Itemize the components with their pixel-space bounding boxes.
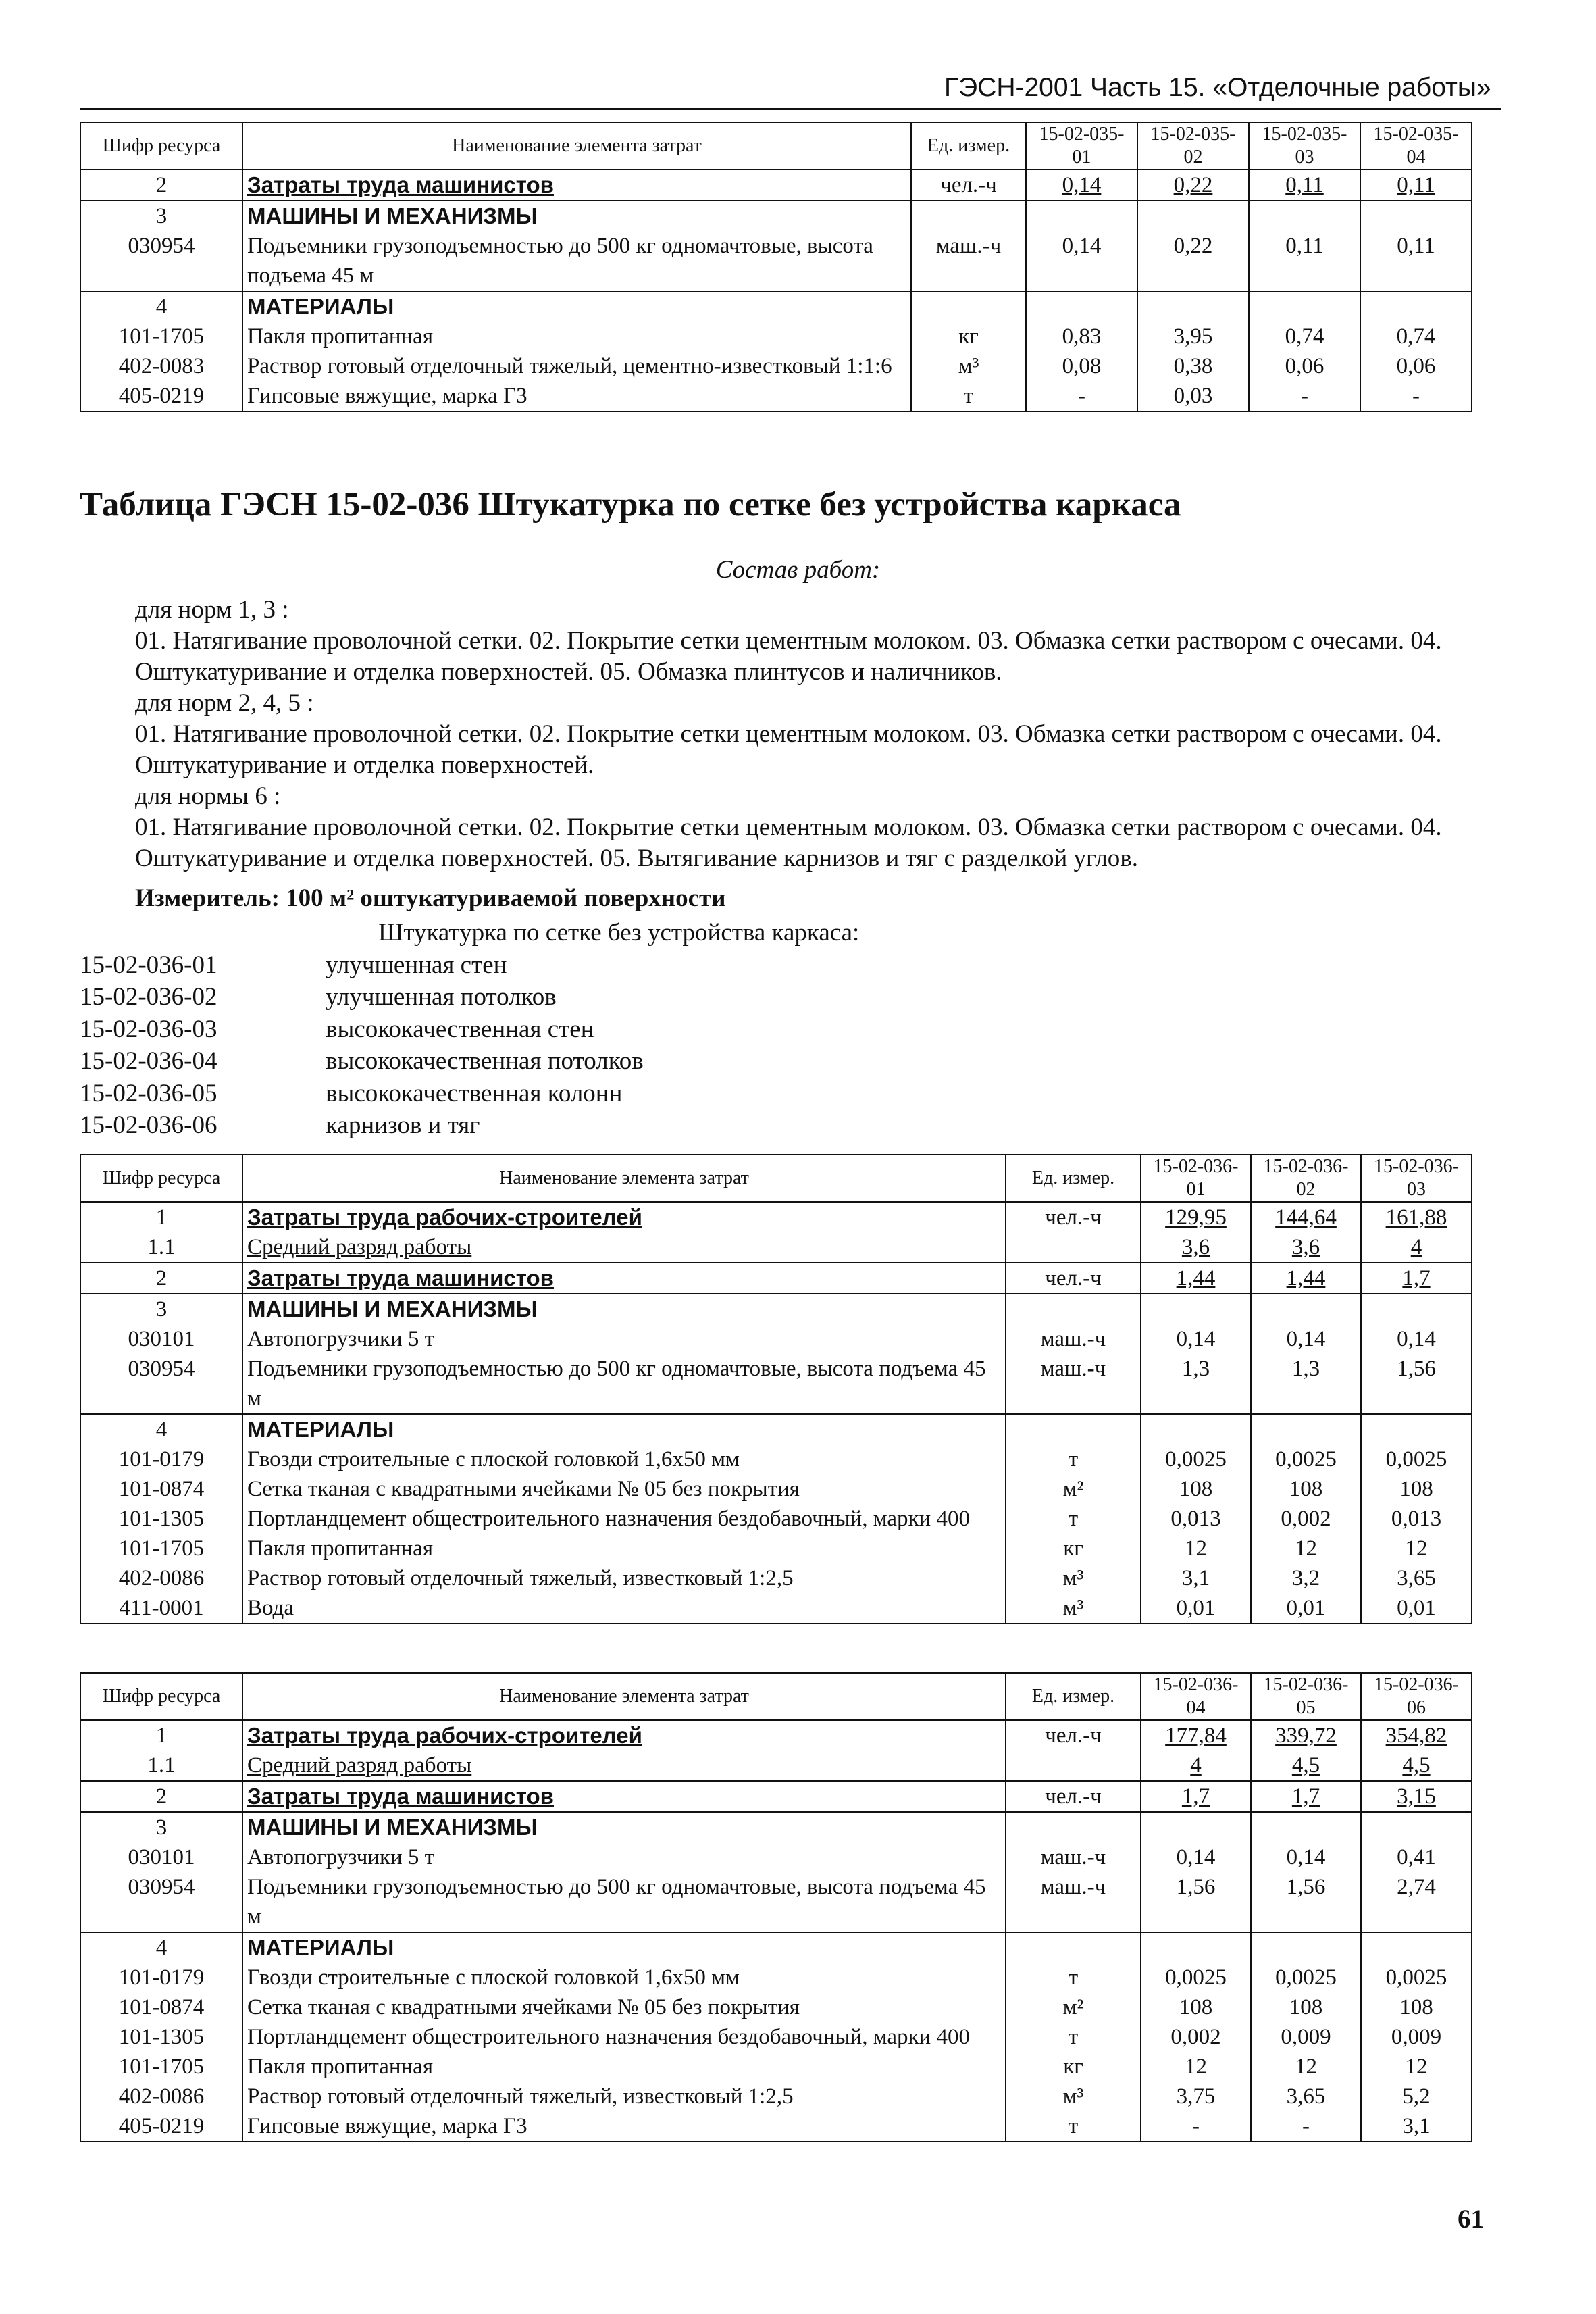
resource-unit: чел.-ч: [911, 170, 1026, 201]
resource-value: 3,65: [1251, 2082, 1361, 2111]
resource-table-036-b: [80, 1672, 1472, 2142]
table-row: [80, 1932, 1472, 1963]
column-header: 15-02-036-06: [1361, 1673, 1472, 1720]
resource-value: -: [1249, 381, 1360, 411]
table-row: [80, 381, 1472, 411]
resource-value: 108: [1251, 1992, 1361, 2022]
resource-unit: м²: [1006, 1992, 1141, 2022]
resource-value: 4: [1141, 1751, 1251, 1781]
resource-value: 1,56: [1251, 1872, 1361, 1932]
table-row: [80, 1812, 1472, 1842]
resource-value: [1137, 291, 1249, 322]
column-header: Ед. измер.: [911, 122, 1026, 170]
resource-value: [1141, 1932, 1251, 1963]
resource-value: 129,95: [1141, 1202, 1251, 1232]
resource-value: 0,0025: [1141, 1963, 1251, 1992]
resource-name: Затраты труда рабочих-строителей: [242, 1720, 1006, 1751]
resource-value: [1361, 1414, 1472, 1444]
resource-unit: [1006, 1294, 1141, 1324]
resource-name: Сетка тканая с квадратными ячейками № 05 без покрытия: [242, 1474, 1006, 1504]
resource-value: 0,08: [1026, 351, 1137, 381]
resource-unit: т: [1006, 2022, 1141, 2052]
resource-unit: [1006, 1812, 1141, 1842]
table-row: [80, 1294, 1472, 1324]
column-header: 15-02-035-02: [1137, 122, 1249, 170]
resource-value: 177,84: [1141, 1720, 1251, 1751]
norms-list: [80, 917, 859, 1142]
resource-name: Пакля пропитанная: [242, 1534, 1006, 1563]
table-row: [80, 1992, 1472, 2022]
table-row: [80, 170, 1472, 201]
resource-unit: маш.-ч: [1006, 1842, 1141, 1872]
resource-unit: т: [1006, 1504, 1141, 1534]
resource-name: МАТЕРИАЛЫ: [242, 1932, 1006, 1963]
resource-value: 3,75: [1141, 2082, 1251, 2111]
resource-code: 030954: [80, 1872, 242, 1932]
resource-value: 0,22: [1137, 170, 1249, 201]
resource-value: 1,56: [1361, 1354, 1472, 1414]
table-row: [80, 1781, 1472, 1812]
resource-code: 3: [80, 1812, 242, 1842]
norm-name: высококачественная потолков: [326, 1047, 644, 1075]
resource-unit: кг: [1006, 2052, 1141, 2082]
resource-unit: т: [1006, 2111, 1141, 2142]
resource-value: -: [1360, 381, 1472, 411]
resource-code: 402-0086: [80, 2082, 242, 2111]
table-header-row: [80, 1155, 1472, 1202]
column-header: 15-02-036-02: [1251, 1155, 1361, 1202]
resource-unit: маш.-ч: [1006, 1354, 1141, 1414]
resource-value: 12: [1141, 2052, 1251, 2082]
table-row: [80, 1963, 1472, 1992]
resource-value: 3,95: [1137, 322, 1249, 351]
resource-value: 108: [1361, 1474, 1472, 1504]
resource-table-035: [80, 122, 1472, 412]
resource-value: 0,14: [1251, 1842, 1361, 1872]
column-header: Наименование элемента затрат: [242, 1673, 1006, 1720]
resource-name: Гипсовые вяжущие, марка Г3: [242, 2111, 1006, 2142]
table-row: [80, 1354, 1472, 1414]
resource-code: 4: [80, 291, 242, 322]
norm-name: улучшенная стен: [326, 951, 507, 979]
resource-unit: маш.-ч: [911, 231, 1026, 291]
resource-value: 144,64: [1251, 1202, 1361, 1232]
resource-code: 1.1: [80, 1751, 242, 1781]
resource-value: [1249, 291, 1360, 322]
resource-value: 1,44: [1141, 1263, 1251, 1294]
table-row: [80, 2052, 1472, 2082]
resource-code: 402-0086: [80, 1563, 242, 1593]
resource-code: 2: [80, 1781, 242, 1812]
resource-value: [1361, 1812, 1472, 1842]
resource-value: [1251, 1932, 1361, 1963]
norm-item: [80, 981, 859, 1013]
resource-value: 0,14: [1026, 231, 1137, 291]
table-row: [80, 1263, 1472, 1294]
column-header: 15-02-036-05: [1251, 1673, 1361, 1720]
resource-name: Портландцемент общестроительного назначения бездобавочный, марки 400: [242, 2022, 1006, 2052]
resource-value: [1249, 201, 1360, 231]
resource-value: 0,0025: [1361, 1963, 1472, 1992]
resource-value: 0,01: [1251, 1593, 1361, 1624]
resource-unit: кг: [911, 322, 1026, 351]
norm-item: [80, 1109, 859, 1142]
resource-code: 1.1: [80, 1232, 242, 1263]
resource-value: 12: [1141, 1534, 1251, 1563]
resource-value: [1360, 291, 1472, 322]
resource-name: Пакля пропитанная: [242, 322, 911, 351]
resource-value: 1,7: [1251, 1781, 1361, 1812]
resource-value: 0,009: [1251, 2022, 1361, 2052]
resource-name: Средний разряд работы: [242, 1232, 1006, 1263]
resource-code: 1: [80, 1202, 242, 1232]
resource-name: Автопогрузчики 5 т: [242, 1324, 1006, 1354]
resource-value: 0,22: [1137, 231, 1249, 291]
resource-name: Гвозди строительные с плоской головкой 1,6x50 мм: [242, 1963, 1006, 1992]
table-row: [80, 1751, 1472, 1781]
resource-name: Подъемники грузоподъемностью до 500 кг одномачтовые, высота подъема 45 м: [242, 1354, 1006, 1414]
resource-code: 101-1705: [80, 322, 242, 351]
table-row: [80, 1563, 1472, 1593]
resource-value: 0,11: [1249, 231, 1360, 291]
table-header-row: [80, 122, 1472, 170]
resource-value: 4,5: [1251, 1751, 1361, 1781]
composition-text: 01. Натягивание проволочной сетки. 02. Покрытие сетки цементным молоком. 03. Обмазка сетки раствором с очесами. 04. Оштукатуривание и отделка поверхностей. 05. Обмазка плинтусов и наличников.: [135, 627, 1442, 686]
column-header: Шифр ресурса: [80, 122, 242, 170]
composition-label: для нормы 6 :: [135, 782, 281, 810]
resource-code: 2: [80, 1263, 242, 1294]
resource-value: -: [1251, 2111, 1361, 2142]
norm-name: карнизов и тяг: [326, 1111, 480, 1139]
resource-name: Автопогрузчики 5 т: [242, 1842, 1006, 1872]
resource-code: 3: [80, 1294, 242, 1324]
resource-name: Пакля пропитанная: [242, 2052, 1006, 2082]
norm-item: [80, 949, 859, 982]
column-header: 15-02-035-04: [1360, 122, 1472, 170]
resource-value: -: [1026, 381, 1137, 411]
resource-value: 3,1: [1361, 2111, 1472, 2142]
resource-value: 0,002: [1251, 1504, 1361, 1534]
resource-code: 101-1705: [80, 1534, 242, 1563]
resource-value: 0,013: [1361, 1504, 1472, 1534]
resource-name: МАТЕРИАЛЫ: [242, 291, 911, 322]
resource-unit: [1006, 1932, 1141, 1963]
table-row: [80, 1842, 1472, 1872]
resource-value: 1,56: [1141, 1872, 1251, 1932]
column-header: 15-02-036-03: [1361, 1155, 1472, 1202]
table-row: [80, 1534, 1472, 1563]
resource-value: 0,03: [1137, 381, 1249, 411]
resource-value: 0,009: [1361, 2022, 1472, 2052]
resource-code: 030954: [80, 231, 242, 291]
table-row: [80, 322, 1472, 351]
resource-value: 0,0025: [1361, 1444, 1472, 1474]
table-row: [80, 2111, 1472, 2142]
table-row: [80, 1593, 1472, 1624]
resource-name: Затраты труда машинистов: [242, 170, 911, 201]
running-header: ГЭСН-2001 Часть 15. «Отделочные работы»: [944, 73, 1491, 102]
resource-value: 0,14: [1251, 1324, 1361, 1354]
resource-unit: т: [1006, 1444, 1141, 1474]
resource-name: Гвозди строительные с плоской головкой 1,6x50 мм: [242, 1444, 1006, 1474]
resource-unit: м³: [1006, 2082, 1141, 2111]
norms-heading: Штукатурка по сетке без устройства каркаса:: [378, 919, 860, 947]
table-row: [80, 1232, 1472, 1263]
resource-value: 0,14: [1141, 1842, 1251, 1872]
resource-value: 0,74: [1249, 322, 1360, 351]
composition-label: для норм 1, 3 :: [135, 596, 289, 624]
resource-code: 4: [80, 1932, 242, 1963]
norm-item: [80, 1078, 859, 1110]
resource-value: [1251, 1812, 1361, 1842]
resource-table-036-a: [80, 1154, 1472, 1624]
resource-unit: [911, 291, 1026, 322]
norm-code: 15-02-036-06: [80, 1111, 217, 1139]
resource-code: 2: [80, 170, 242, 201]
resource-value: 1,7: [1141, 1781, 1251, 1812]
resource-value: [1141, 1414, 1251, 1444]
norm-code: 15-02-036-01: [80, 951, 217, 979]
resource-unit: чел.-ч: [1006, 1263, 1141, 1294]
resource-value: 108: [1141, 1992, 1251, 2022]
resource-name: Сетка тканая с квадратными ячейками № 05 без покрытия: [242, 1992, 1006, 2022]
resource-name: МАШИНЫ И МЕХАНИЗМЫ: [242, 201, 911, 231]
resource-value: -: [1141, 2111, 1251, 2142]
composition-heading: Состав работ:: [715, 556, 881, 584]
resource-value: [1026, 201, 1137, 231]
norm-name: высококачественная колонн: [326, 1079, 623, 1107]
resource-code: 405-0219: [80, 381, 242, 411]
resource-value: [1137, 201, 1249, 231]
resource-value: [1361, 1294, 1472, 1324]
resource-value: 0,0025: [1251, 1444, 1361, 1474]
resource-value: 1,3: [1141, 1354, 1251, 1414]
resource-unit: т: [1006, 1963, 1141, 1992]
resource-code: 101-1305: [80, 1504, 242, 1534]
resource-value: 3,2: [1251, 1563, 1361, 1593]
resource-value: 5,2: [1361, 2082, 1472, 2111]
table-row: [80, 1474, 1472, 1504]
page-number: 61: [1458, 2205, 1484, 2234]
column-header: Шифр ресурса: [80, 1673, 242, 1720]
resource-code: 405-0219: [80, 2111, 242, 2142]
column-header: 15-02-036-01: [1141, 1155, 1251, 1202]
composition-block: [80, 595, 1501, 874]
resource-code: 101-1305: [80, 2022, 242, 2052]
resource-value: 0,14: [1141, 1324, 1251, 1354]
resource-name: Вода: [242, 1593, 1006, 1624]
resource-code: 101-0874: [80, 1474, 242, 1504]
resource-value: 3,15: [1361, 1781, 1472, 1812]
resource-code: 3: [80, 201, 242, 231]
resource-name: МАТЕРИАЛЫ: [242, 1414, 1006, 1444]
table-header-row: [80, 1673, 1472, 1720]
resource-value: [1141, 1812, 1251, 1842]
resource-value: 108: [1141, 1474, 1251, 1504]
resource-unit: м²: [1006, 1474, 1141, 1504]
resource-value: 161,88: [1361, 1202, 1472, 1232]
table-row: [80, 1504, 1472, 1534]
column-header: 15-02-036-04: [1141, 1673, 1251, 1720]
resource-unit: маш.-ч: [1006, 1872, 1141, 1932]
resource-value: 0,11: [1360, 170, 1472, 201]
resource-name: Портландцемент общестроительного назначения бездобавочный, марки 400: [242, 1504, 1006, 1534]
table-row: [80, 2082, 1472, 2111]
composition-label: для норм 2, 4, 5 :: [135, 689, 314, 717]
resource-code: 030101: [80, 1842, 242, 1872]
resource-value: 0,013: [1141, 1504, 1251, 1534]
resource-value: 1,3: [1251, 1354, 1361, 1414]
resource-name: Раствор готовый отделочный тяжелый, цементно-известковый 1:1:6: [242, 351, 911, 381]
norm-code: 15-02-036-05: [80, 1079, 217, 1107]
resource-value: 3,6: [1251, 1232, 1361, 1263]
resource-unit: м³: [911, 351, 1026, 381]
resource-value: 1,7: [1361, 1263, 1472, 1294]
resource-value: 0,38: [1137, 351, 1249, 381]
header-rule: [80, 108, 1501, 110]
table-row: [80, 1202, 1472, 1232]
resource-value: 3,6: [1141, 1232, 1251, 1263]
table-row: [80, 1324, 1472, 1354]
resource-value: 0,74: [1360, 322, 1472, 351]
column-header: 15-02-035-03: [1249, 122, 1360, 170]
resource-code: 101-0179: [80, 1963, 242, 1992]
table-row: [80, 291, 1472, 322]
resource-value: [1360, 201, 1472, 231]
resource-unit: кг: [1006, 1534, 1141, 1563]
resource-name: Раствор готовый отделочный тяжелый, известковый 1:2,5: [242, 2082, 1006, 2111]
table-row: [80, 1872, 1472, 1932]
resource-value: 0,0025: [1251, 1963, 1361, 1992]
resource-unit: чел.-ч: [1006, 1720, 1141, 1751]
resource-value: 12: [1251, 1534, 1361, 1563]
resource-value: 108: [1361, 1992, 1472, 2022]
resource-value: 0,83: [1026, 322, 1137, 351]
resource-value: 0,11: [1249, 170, 1360, 201]
resource-value: 0,14: [1026, 170, 1137, 201]
norm-item: [80, 1045, 859, 1078]
resource-value: 12: [1251, 2052, 1361, 2082]
resource-value: 3,1: [1141, 1563, 1251, 1593]
norm-name: улучшенная потолков: [326, 983, 557, 1011]
resource-name: Затраты труда машинистов: [242, 1263, 1006, 1294]
resource-value: [1026, 291, 1137, 322]
column-header: Наименование элемента затрат: [242, 1155, 1006, 1202]
resource-value: 2,74: [1361, 1872, 1472, 1932]
resource-unit: м³: [1006, 1563, 1141, 1593]
resource-value: [1361, 1932, 1472, 1963]
table-row: [80, 1444, 1472, 1474]
resource-code: 101-1705: [80, 2052, 242, 2082]
resource-name: МАШИНЫ И МЕХАНИЗМЫ: [242, 1294, 1006, 1324]
resource-unit: [1006, 1232, 1141, 1263]
resource-value: 0,14: [1361, 1324, 1472, 1354]
resource-name: Раствор готовый отделочный тяжелый, известковый 1:2,5: [242, 1563, 1006, 1593]
resource-name: Гипсовые вяжущие, марка Г3: [242, 381, 911, 411]
resource-value: [1251, 1294, 1361, 1324]
resource-name: Подъемники грузоподъемностью до 500 кг одномачтовые, высота подъема 45 м: [242, 1872, 1006, 1932]
resource-value: 108: [1251, 1474, 1361, 1504]
resource-code: 1: [80, 1720, 242, 1751]
resource-code: 411-0001: [80, 1593, 242, 1624]
table-row: [80, 231, 1472, 291]
resource-code: 4: [80, 1414, 242, 1444]
composition-text: 01. Натягивание проволочной сетки. 02. Покрытие сетки цементным молоком. 03. Обмазка сетки раствором с очесами. 04. Оштукатуривание и отделка поверхностей.: [135, 720, 1442, 779]
resource-unit: м³: [1006, 1593, 1141, 1624]
column-header: Ед. измер.: [1006, 1155, 1141, 1202]
resource-unit: [1006, 1751, 1141, 1781]
resource-value: 0,01: [1361, 1593, 1472, 1624]
resource-code: 402-0083: [80, 351, 242, 381]
norm-item: [80, 1013, 859, 1046]
resource-value: 12: [1361, 1534, 1472, 1563]
table-row: [80, 1414, 1472, 1444]
resource-value: 0,41: [1361, 1842, 1472, 1872]
resource-name: Подъемники грузоподъемностью до 500 кг одномачтовые, высота подъема 45 м: [242, 231, 911, 291]
table-row: [80, 1720, 1472, 1751]
resource-value: 0,06: [1249, 351, 1360, 381]
resource-code: 030954: [80, 1354, 242, 1414]
table-row: [80, 201, 1472, 231]
measurement-unit: Измеритель: 100 м² оштукатуриваемой поверхности: [135, 884, 726, 912]
resource-unit: [911, 201, 1026, 231]
norm-code: 15-02-036-03: [80, 1015, 217, 1043]
resource-value: 354,82: [1361, 1720, 1472, 1751]
resource-value: 0,01: [1141, 1593, 1251, 1624]
resource-value: 4,5: [1361, 1751, 1472, 1781]
resource-value: [1141, 1294, 1251, 1324]
resource-value: 1,44: [1251, 1263, 1361, 1294]
norm-code: 15-02-036-02: [80, 983, 217, 1011]
resource-unit: чел.-ч: [1006, 1781, 1141, 1812]
resource-value: [1251, 1414, 1361, 1444]
resource-name: Затраты труда рабочих-строителей: [242, 1202, 1006, 1232]
resource-code: 101-0179: [80, 1444, 242, 1474]
column-header: Наименование элемента затрат: [242, 122, 911, 170]
resource-unit: [1006, 1414, 1141, 1444]
column-header: 15-02-035-01: [1026, 122, 1137, 170]
resource-name: МАШИНЫ И МЕХАНИЗМЫ: [242, 1812, 1006, 1842]
table-row: [80, 2022, 1472, 2052]
resource-unit: маш.-ч: [1006, 1324, 1141, 1354]
resource-value: 3,65: [1361, 1563, 1472, 1593]
resource-name: Средний разряд работы: [242, 1751, 1006, 1781]
resource-value: 0,0025: [1141, 1444, 1251, 1474]
resource-value: 12: [1361, 2052, 1472, 2082]
column-header: Ед. измер.: [1006, 1673, 1141, 1720]
resource-code: 101-0874: [80, 1992, 242, 2022]
resource-name: Затраты труда машинистов: [242, 1781, 1006, 1812]
resource-value: 4: [1361, 1232, 1472, 1263]
resource-value: 339,72: [1251, 1720, 1361, 1751]
resource-code: 030101: [80, 1324, 242, 1354]
resource-unit: чел.-ч: [1006, 1202, 1141, 1232]
table-title: Таблица ГЭСН 15-02-036 Штукатурка по сетке без устройства каркаса: [80, 486, 1181, 524]
resource-value: 0,002: [1141, 2022, 1251, 2052]
table-row: [80, 351, 1472, 381]
resource-value: 0,11: [1360, 231, 1472, 291]
resource-value: 0,06: [1360, 351, 1472, 381]
norm-name: высококачественная стен: [326, 1015, 594, 1043]
resource-unit: т: [911, 381, 1026, 411]
column-header: Шифр ресурса: [80, 1155, 242, 1202]
composition-text: 01. Натягивание проволочной сетки. 02. Покрытие сетки цементным молоком. 03. Обмазка сетки раствором с очесами. 04. Оштукатуривание и отделка поверхностей. 05. Вытягивание карнизов и тяг с разделкой углов.: [135, 813, 1442, 872]
norm-code: 15-02-036-04: [80, 1047, 217, 1075]
